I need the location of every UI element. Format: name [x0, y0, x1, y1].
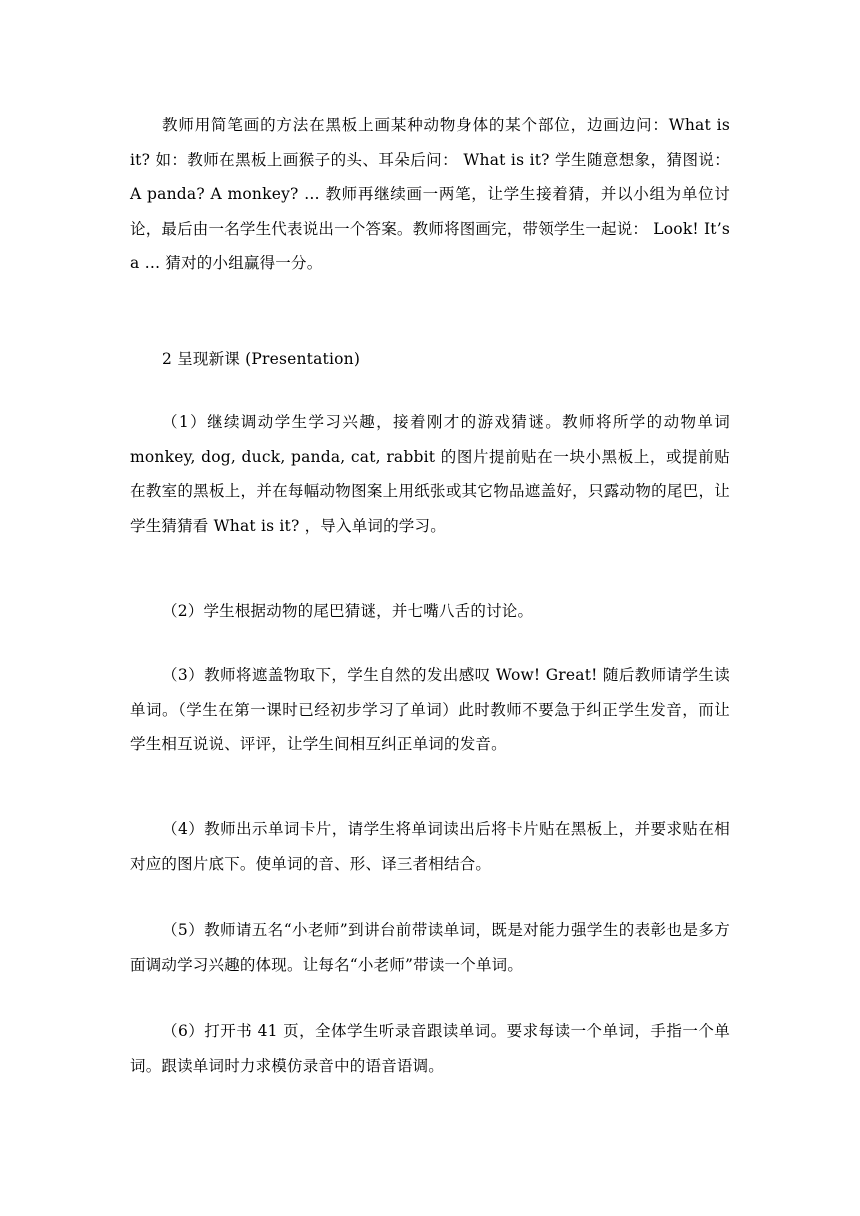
paragraph-step-5: （5）教师请五名“小老师”到讲台前带读单词，既是对能力强学生的表彰也是多方面调动学习兴趣的体现。让每名“小老师”带读一个单词。: [130, 921, 730, 974]
paragraph-step-2: （2）学生根据动物的尾巴猜谜，并七嘴八舌的讨论。: [162, 602, 534, 620]
section-heading-presentation: 2 呈现新课 (Presentation): [162, 350, 361, 368]
paragraph-step-3: （3）教师将遮盖物取下，学生自然的发出感叹 Wow! Great! 随后教师请学生读单词。（学生在第一课时已经初步学习了单词）此时教师不要急于纠正学生发音，而让学生相互说说、评评，让学生间相互纠正单词的发音。: [130, 666, 730, 753]
paragraph-step-1: （1）继续调动学生学习兴趣，接着刚才的游戏猜谜。教师将所学的动物单词 monkey, dog, duck, panda, cat, rabbit 的图片提前贴在一块小黑板上，或提前贴在教室的黑板上，并在每幅动物图案上用纸张或其它物品遮盖好，只露动物的尾巴，让学生猜猜看 What is it? ，导入单词的学习。: [130, 413, 730, 535]
paragraph-step-6: （6）打开书 41 页，全体学生听录音跟读单词。要求每读一个单词，手指一个单词。跟读单词时力求模仿录音中的语音语调。: [130, 1022, 730, 1075]
paragraph-guessing-game: 教师用简笔画的方法在黑板上画某种动物身体的某个部位，边画边问：What is it? 如：教师在黑板上画猴子的头、耳朵后问： What is it? 学生随意想象，猜图说：A panda? A monkey? … 教师再继续画一两笔，让学生接着猜，并以小组为单位讨论，最后由一名学生代表说出一个答案。教师将图画完，带领学生一起说： Look! It’s a … 猜对的小组赢得一分。: [130, 116, 730, 272]
paragraph-step-4: （4）教师出示单词卡片，请学生将单词读出后将卡片贴在黑板上，并要求贴在相对应的图片底下。使单词的音、形、译三者相结合。: [130, 820, 730, 873]
